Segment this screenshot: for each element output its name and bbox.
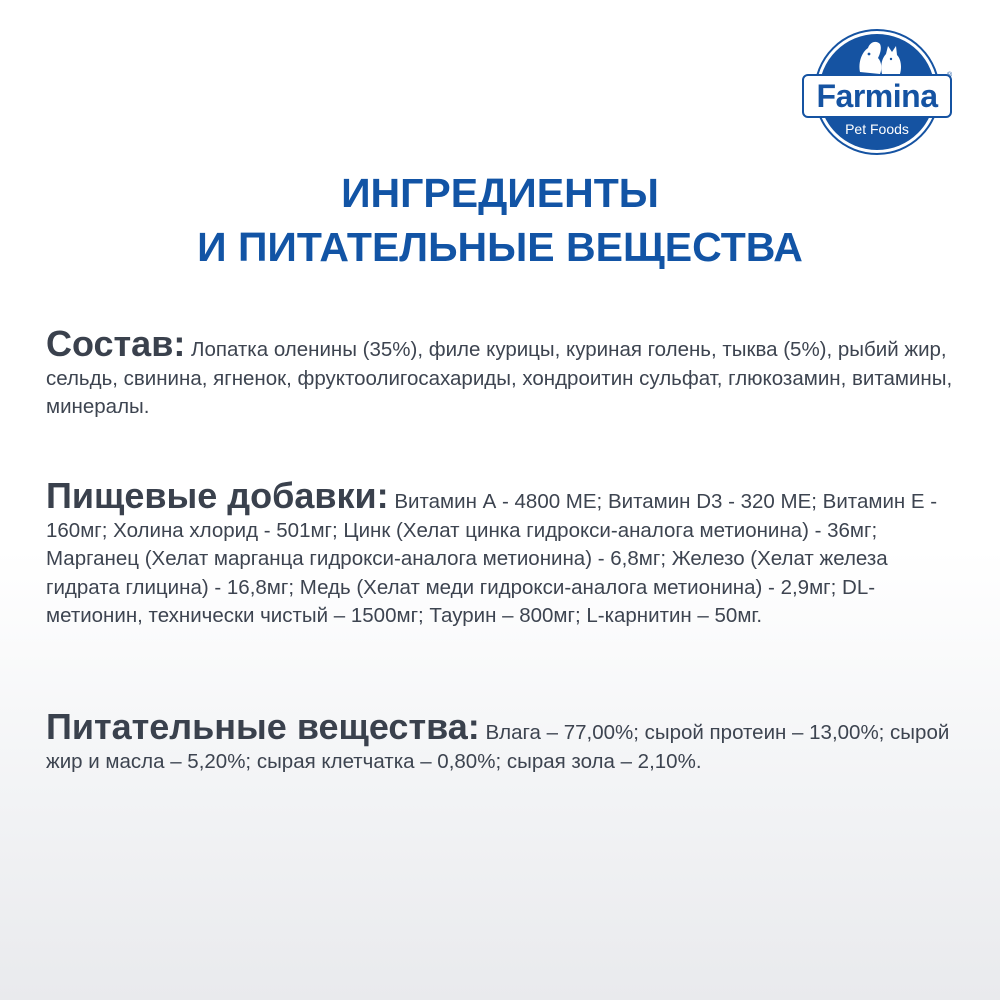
composition-section [46,323,966,422]
nutrients-text: Влага – 77,00%; сырой протеин – 13,00%; сырой жир и масла – 5,20%; сырая клетчатка – 0,80%; сырая зола – 2,10%. [46,721,950,773]
nutrients-section [46,706,966,776]
composition-label: Состав: [46,323,186,364]
nutrients-label: Питательные вещества: [46,706,480,747]
additives-section [46,475,966,631]
additives-text: Витамин А - 4800 МЕ; Витамин D3 - 320 МЕ; Витамин Е - 160мг; Холина хлорид - 501мг; Цинк (Хелат цинка гидрокси-аналога метионина) - 36мг; Марганец (Хелат марганца гидрокси-аналога метионина) - 6,8мг; Железо (Хелат железа гидрата глицина) - 16,8мг; Медь (Хелат меди гидрокси-аналога метионина) - 2,9мг; DL-метионин, технически чистый – 1500мг; Таурин – 800мг; L-карнитин – 50мг. [46,490,938,627]
farmina-logo [802,28,958,156]
registered-mark: ® [947,72,953,79]
page-title-line2: И ПИТАТЕЛЬНЫЕ ВЕЩЕСТВА [197,224,803,270]
page-title-line1: ИНГРЕДИЕНТЫ [341,170,659,216]
additives-label: Пищевые добавки: [46,475,389,516]
logo-subtitle: Pet Foods [845,121,909,137]
composition-text: Лопатка оленины (35%), филе курицы, куриная голень, тыква (5%), рыбий жир, сельдь, свинина, ягненок, фруктоолигосахариды, хондроитин сульфат, глюкозамин, витамины, минералы. [46,338,953,418]
logo-brand-name: Farmina [802,74,952,118]
page-title [0,166,1000,274]
